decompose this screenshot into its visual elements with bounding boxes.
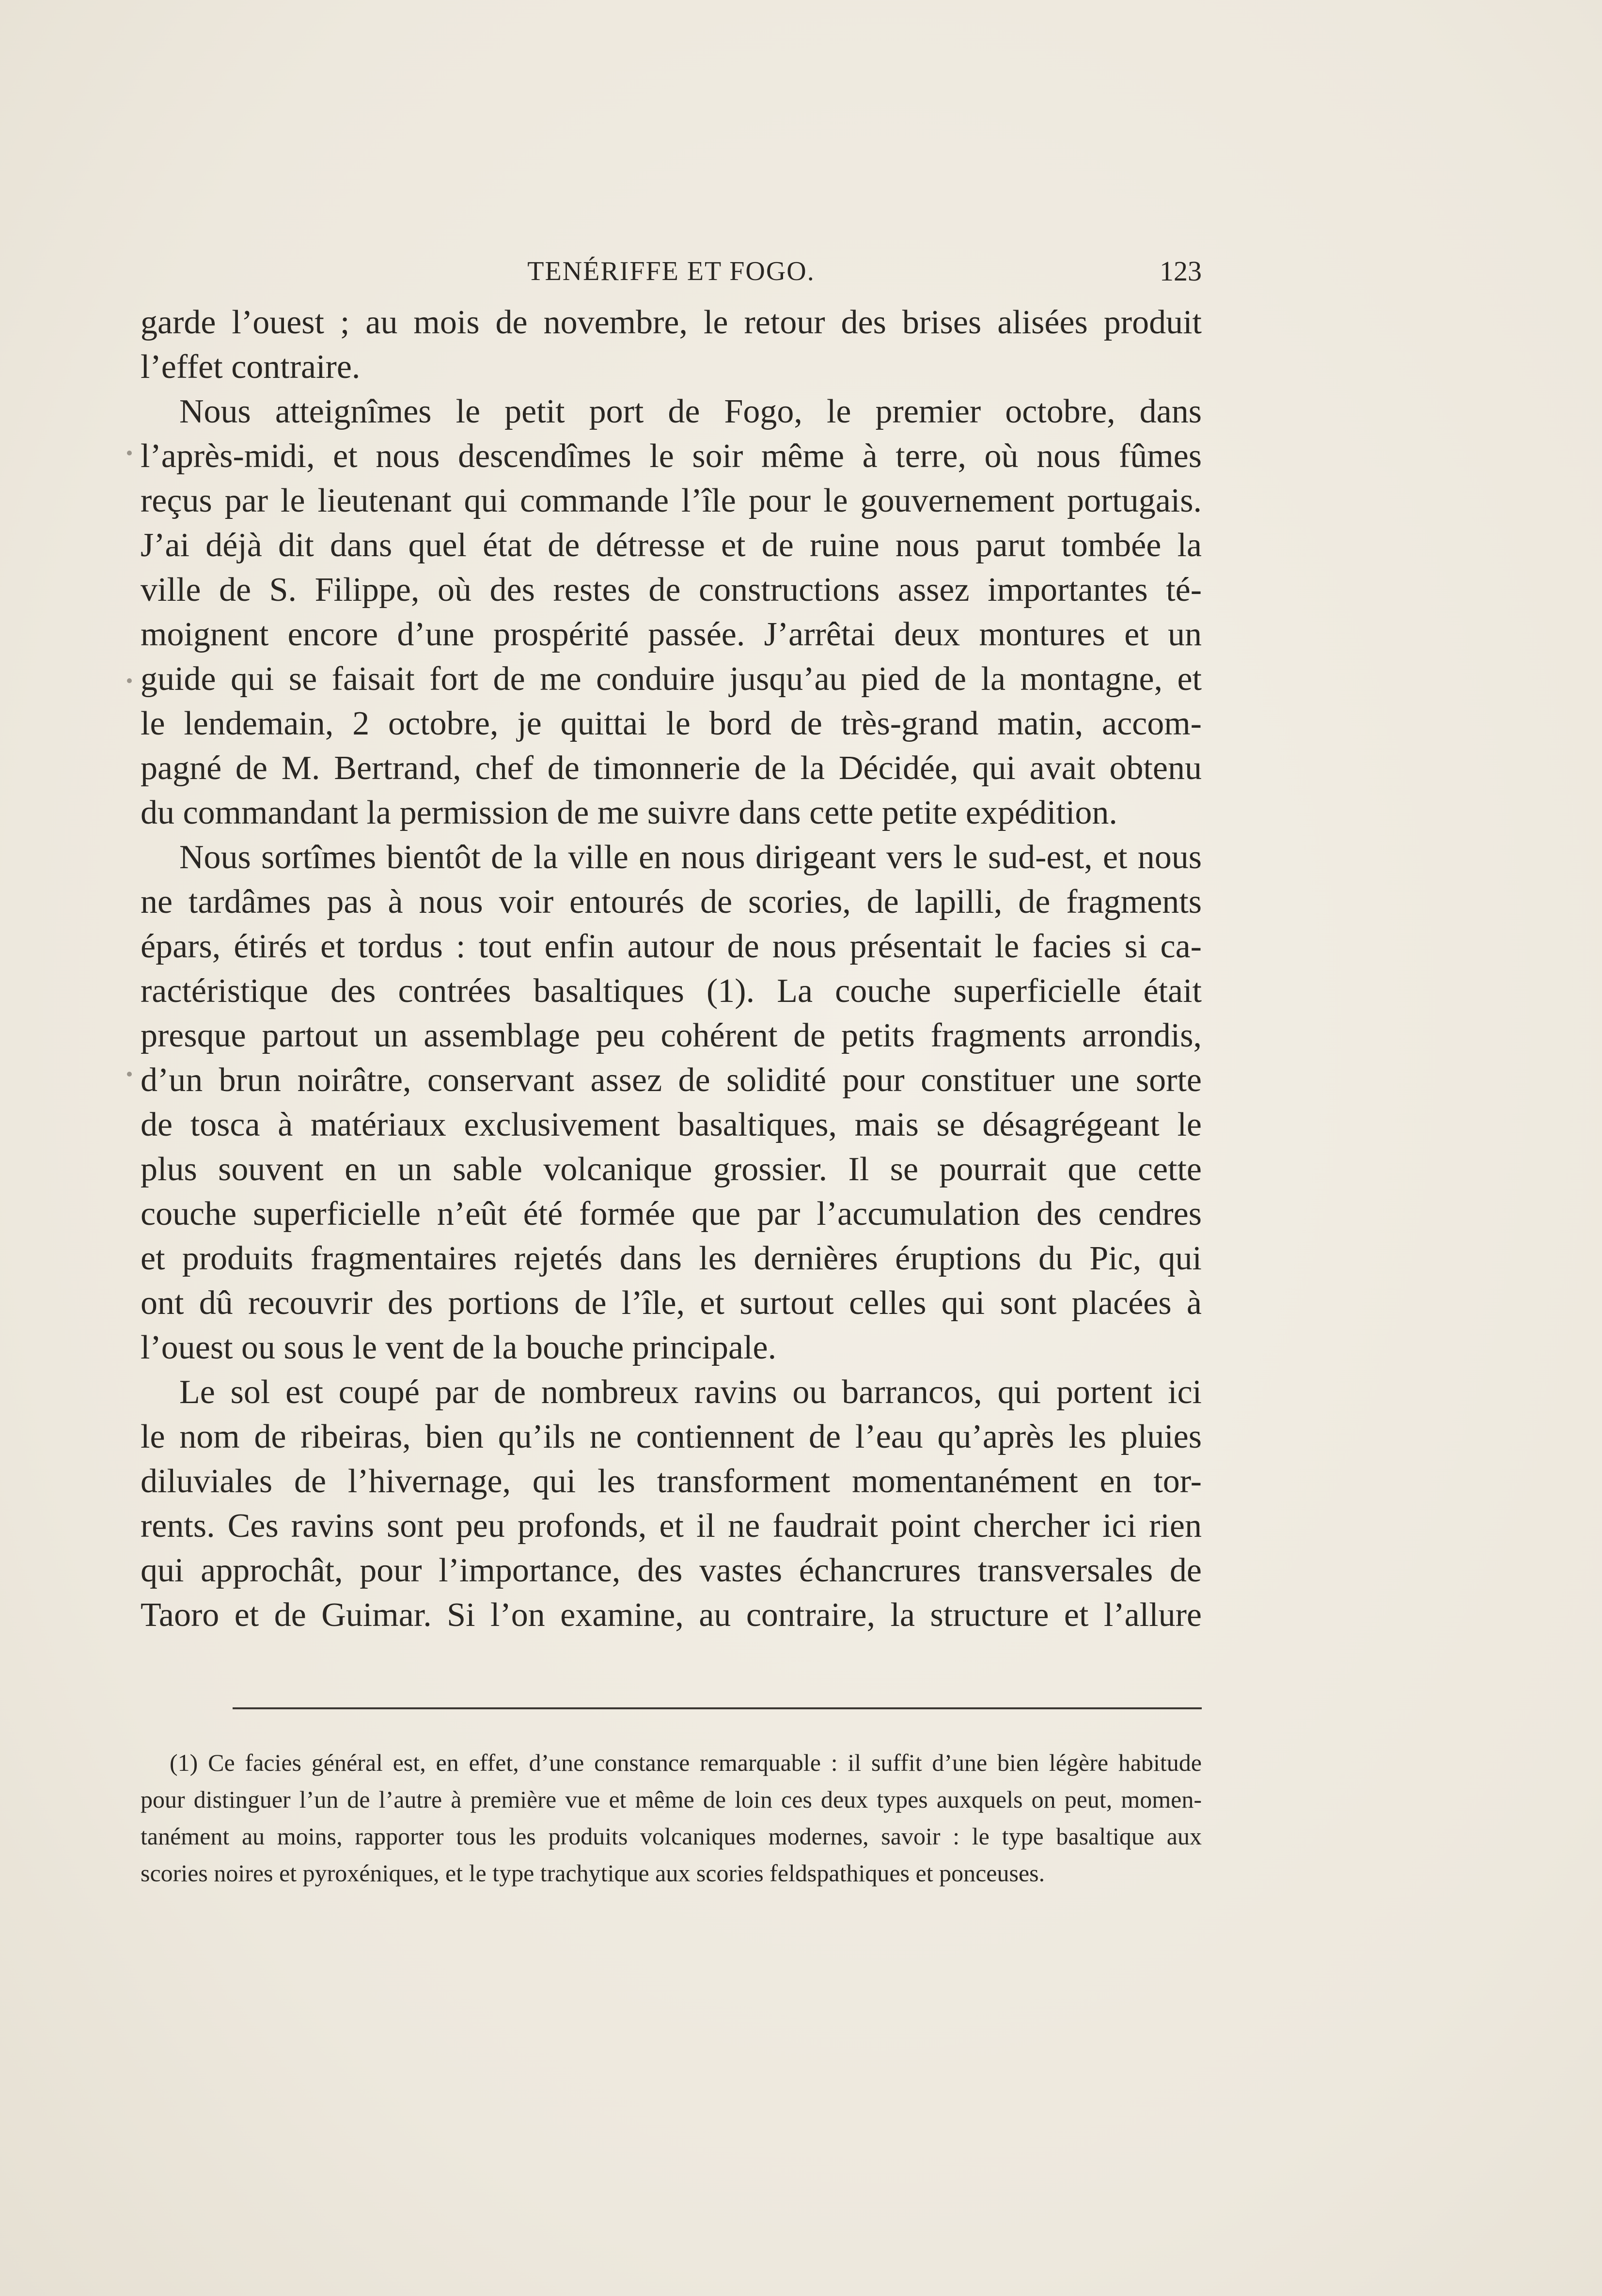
footnote-separator — [233, 1707, 1202, 1709]
text-line: d’un brun noirâtre, conservant assez de solidité pour constituer une sorte — [141, 1062, 1202, 1099]
footnote-line: tanément au moins, rapporter tous les produits volcaniques modernes, savoir : le type basaltique aux — [141, 1823, 1202, 1850]
text-line: ont dû recouvrir des portions de l’île, et surtout celles qui sont placées à — [141, 1284, 1202, 1322]
text-line: le nom de ribeiras, bien qu’ils ne contiennent de l’eau qu’après les pluies — [141, 1418, 1202, 1455]
footnote-line: scories noires et pyroxéniques, et le type trachytique aux scories feldspathiques et ponceuses. — [141, 1859, 1045, 1887]
page-number: 123 — [1160, 255, 1202, 287]
text-line: plus souvent en un sable volcanique grossier. Il se pourrait que cette — [141, 1151, 1202, 1188]
text-line: pagné de M. Bertrand, chef de timonnerie de la Décidée, qui avait obtenu — [141, 750, 1202, 787]
text-line: diluviales de l’hivernage, qui les transforment momentanément en tor- — [141, 1463, 1202, 1500]
text-line: reçus par le lieutenant qui commande l’île pour le gouvernement portugais. — [141, 482, 1202, 519]
main-text — [141, 300, 1202, 1638]
text-line: qui approchât, pour l’importance, des vastes échancrures transversales de — [141, 1552, 1202, 1589]
footnote-line: (1) Ce facies général est, en effet, d’une constance remarquable : il suffit d’une bien légère habitude — [170, 1749, 1202, 1776]
paper-speck — [127, 451, 132, 455]
text-line: ne tardâmes pas à nous voir entourés de scories, de lapilli, de fragments — [141, 883, 1202, 921]
text-line: de tosca à matériaux exclusivement basaltiques, mais se désagrégeant le — [141, 1106, 1202, 1143]
text-line: rents. Ces ravins sont peu profonds, et il ne faudrait point chercher ici rien — [141, 1507, 1202, 1545]
text-line: l’après-midi, et nous descendîmes le soir même à terre, où nous fûmes — [141, 437, 1202, 475]
text-line: garde l’ouest ; au mois de novembre, le retour des brises alisées produit — [141, 304, 1202, 341]
paper-speck — [127, 1072, 132, 1077]
text-line: moignent encore d’une prospérité passée. J’arrêtai deux montures et un — [141, 616, 1202, 653]
running-title: TENÉRIFFE ET FOGO. — [527, 256, 815, 286]
text-line: couche superficielle n’eût été formée que par l’accumulation des cendres — [141, 1195, 1202, 1233]
text-line: J’ai déjà dit dans quel état de détresse et de ruine nous parut tombée la — [141, 527, 1202, 564]
text-line: Le sol est coupé par de nombreux ravins ou barrancos, qui portent ici — [179, 1374, 1202, 1411]
text-line: le lendemain, 2 octobre, je quittai le bord de très-grand matin, accom- — [141, 705, 1202, 742]
text-line: et produits fragmentaires rejetés dans les dernières éruptions du Pic, qui — [141, 1240, 1202, 1277]
text-line: ractéristique des contrées basaltiques (1). La couche superficielle était — [141, 972, 1202, 1010]
page-header — [141, 252, 1202, 291]
text-line: Taoro et de Guimar. Si l’on examine, au contraire, la structure et l’allure — [141, 1596, 1202, 1634]
text-line: guide qui se faisait fort de me conduire jusqu’au pied de la montagne, et — [141, 660, 1202, 698]
text-line: Nous sortîmes bientôt de la ville en nous dirigeant vers le sud-est, et nous — [179, 839, 1202, 876]
text-line: presque partout un assemblage peu cohérent de petits fragments arrondis, — [141, 1017, 1202, 1054]
paper-speck — [127, 678, 132, 683]
text-line: ville de S. Filippe, où des restes de constructions assez importantes té- — [141, 571, 1202, 609]
text-line: Nous atteignîmes le petit port de Fogo, le premier octobre, dans — [179, 393, 1202, 430]
text-line: épars, étirés et tordus : tout enfin autour de nous présentait le facies si ca- — [141, 928, 1202, 965]
text-line: l’ouest ou sous le vent de la bouche principale. — [141, 1329, 777, 1366]
footnote — [141, 1744, 1202, 1891]
footnote-line: pour distinguer l’un de l’autre à première vue et même de loin ces deux types auxquels on peut, momen- — [141, 1786, 1202, 1813]
text-line: l’effet contraire. — [141, 348, 361, 386]
text-line: du commandant la permission de me suivre dans cette petite expédition. — [141, 794, 1117, 831]
